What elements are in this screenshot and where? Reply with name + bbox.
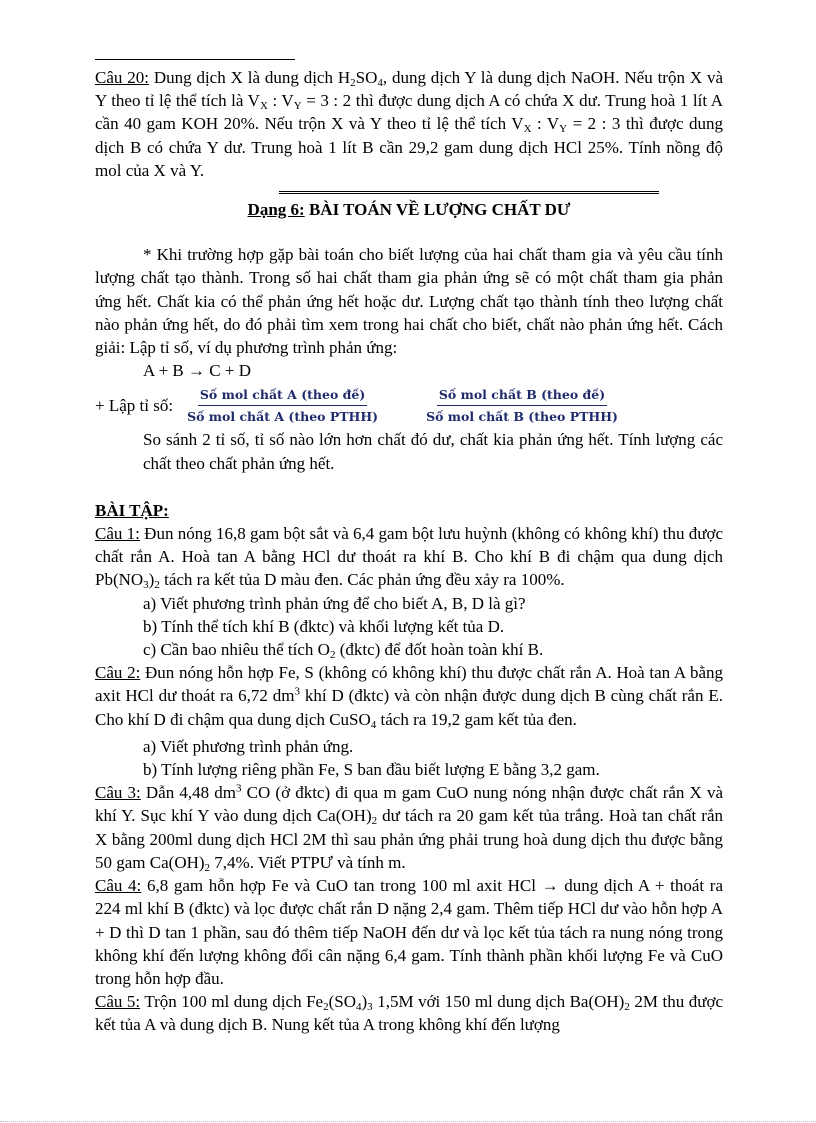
document-page: [95, 58, 723, 1037]
question-2: Câu 2: Đun nóng hỗn hợp Fe, S (không có không khí) thu được chất rắn A. Hoà tan A bằng axit HCl dư thoát ra 6,72 $dm^3$ khí D (đktc) và còn nhận được dung dịch B cùng chất rắn E. Cho khí D đi chậm qua dung dịch CuSO$_4$ tách ra 19,2 gam kết tủa đen.: [95, 663, 723, 731]
question-2-items: [95, 735, 723, 781]
list-item: c) Cần bao nhiêu thể tích $O_2$ (đktc) để đốt hoàn toàn khí B.: [143, 640, 544, 662]
question-1: Câu 1: Đun nóng 16,8 gam bột sắt và 6,4 gam bột lưu huỳnh (không có không khí) thu được chất rắn A. Hoà tan A bằng HCl dư thoát ra khí B. Cho khí B đi chậm qua dung dịch $Pb(NO_3)_2$ tách ra kết tủa D màu đen. Các phản ứng đều xảy ra 100%.: [95, 524, 723, 592]
question-3: Câu 3: Dẫn 4,48 $dm^3$ CO (ở đktc) đi qua m gam CuO nung nóng nhận được chất rắn X và khí Y. Sục khí Y vào dung dịch $Ca(OH)_2$ dư tách ra 20 gam kết tủa trắng. Hoà tan chất rắn X bằng 200ml dung dịch HCl 2M thì sau phản ứng phải trung hoà dung dịch thu được bằng 50 gam $Ca(OH)_2$ 7,4%. Viết PTPƯ và tính m.: [95, 782, 724, 874]
section-heading: Dạng 6: BÀI TOÁN VỀ LƯỢNG CHẤT DƯ: [247, 200, 571, 220]
question-1-items: [95, 592, 723, 662]
list-item: a) Viết phương trình phản ứng.: [143, 736, 354, 756]
question-label: Câu 20:: [95, 68, 149, 87]
fraction-b: $\frac{\text{Số mol chất B (theo đề)}}{\text{Số mol chất B (theo PTHH)}}$: [426, 386, 618, 424]
list-item: b) Tính thể tích khí B (đktc) và khối lượng kết tủa D.: [143, 616, 505, 636]
double-separator: [95, 182, 723, 196]
ratio-row: [95, 382, 723, 428]
list-item: b) Tính lượng riêng phần Fe, S ban đầu biết lượng E bằng 3,2 gam.: [143, 760, 600, 780]
question-5: Câu 5: Trộn 100 ml dung dịch $Fe_2(SO_4)_3$ 1,5M với 150 ml dung dịch $Ba(OH)_2$ 2M thu được kết tủa A và dung dịch B. Nung kết tủa A trong không khí đến lượng: [95, 992, 723, 1035]
compare-paragraph: So sánh 2 tỉ số, tỉ số nào lớn hơn chất đó dư, chất kia phản ứng hết. Tính lượng các chất theo chất phản ứng hết.: [143, 430, 723, 473]
question-4: Câu 4: 6,8 gam hỗn hợp Fe và CuO tan trong 100 ml axit HCl → dung dịch A + thoát ra 224 ml khí B (đktc) và lọc được chất rắn D nặng 2,4 gam. Thêm tiếp HCl dư vào hỗn hợp A + D thì D tan 1 phần, sau đó thêm tiếp NaOH đến dư và lọc kết tủa tách ra nung nóng trong không khí đến lượng không đổi cân nặng 6,4 gam. Tính thành phần khối lượng Fe và CuO trong hỗn hợp đầu.: [95, 876, 724, 988]
exercise-title: BÀI TẬP:: [95, 500, 169, 520]
ratio-label: + Lập tỉ số:: [95, 395, 174, 415]
intro-paragraph: * Khi trường hợp gặp bài toán cho biết lượng của hai chất tham gia và yêu cầu tính lượng chất tạo thành. Trong số hai chất tham gia phản ứng sẽ có một chất tham gia phản ứng hết. Chất kia có thể phản ứng hết hoặc dư. Lượng chất tạo thành tính theo lượng chất nào phản ứng hết, do đó phải tìm xem trong hai chất cho biết, chất nào phản ứng hết. Cách giải: Lập tỉ số, ví dụ phương trình phản ứng:: [95, 245, 723, 358]
list-item: a) Viết phương trình phản ứng để cho biết A, B, D là gì?: [143, 593, 526, 613]
page-footer-rule: [0, 1121, 816, 1122]
reaction-equation: A + B → C + D: [143, 361, 251, 381]
question-20: Câu 20: Dung dịch X là dung dịch $H_2SO_4$, dung dịch Y là dung dịch NaOH. Nếu trộn X và Y theo tỉ lệ thể tích là $V_X$ : $V_Y = 3$ : 2 thì được dung dịch A có chứa X dư. Trung hoà 1 lít A cần 40 gam KOH 20%. Nếu trộn X và Y theo tỉ lệ thể tích $V_X$ : $V_Y = 2$ : 3 thì được dung dịch B có chứa Y dư. Trung hoà 1 lít B cần 29,2 gam dung dịch HCl 25%. Tính nồng độ mol của X và Y.: [95, 68, 723, 180]
fraction-a: $\frac{\text{Số mol chất A (theo đề)}}{\text{Số mol chất A (theo PTHH)}}$: [187, 386, 379, 424]
